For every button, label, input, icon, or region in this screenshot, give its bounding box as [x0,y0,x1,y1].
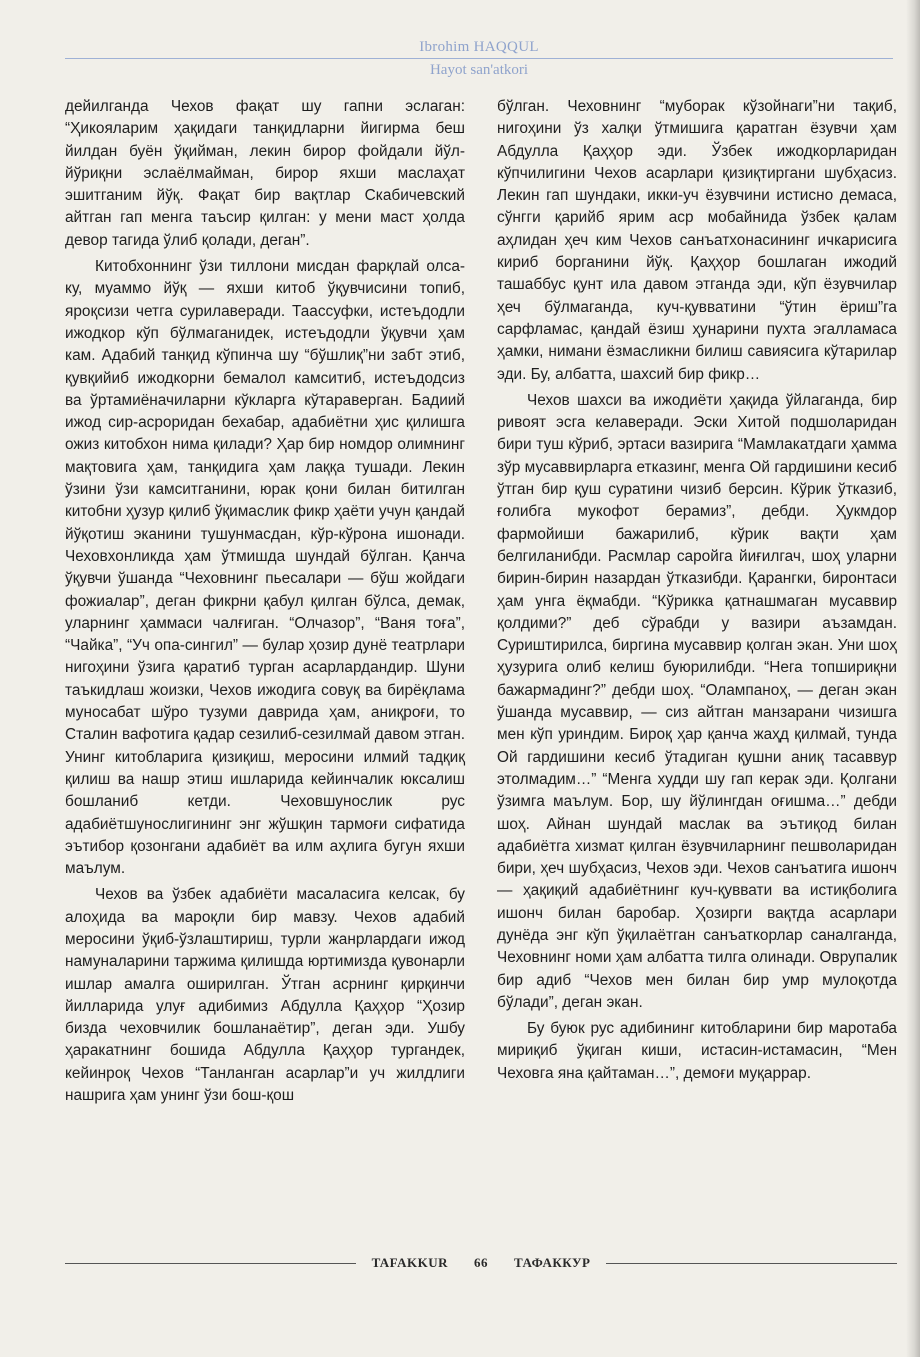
footer-labels [372,1255,591,1271]
footer-rule-left [65,1263,356,1264]
paragraph: Чехов шахси ва ижодиёти ҳақида ўйлаганда, бир ривоят эсга келаверади. Эски Хитой подшоларидан бири туш кўриб, эртаси вазирига “Мамлакатдаги ҳамма зўр мусаввирларга етказинг, менга Ой гардишини кесиб ўтган бир қуш суратини чизиб берсин. Кўрик ўтказиб, ғолибга мукофот берамиз”, дебди. Ҳукмдор фармойиши бажарилиб, кўрик вақти ҳам белгиланибди. Расмлар саройга йиғилгач, шоҳ уларни бирин-бирин назардан ўтказибди. Қарангки, биронтаси ҳам унга ёқмабди. “Кўрикка қатнашмаган мусаввир қолдими?” деб сўрабди у вазири аъзамдан. Суриштирилса, биргина мусаввир қолган экан. Уни шоҳ ҳузурига олиб келиш буюрилибди. “Нега топшириқни бажармадинг?” дебди шоҳ. “Олампаноҳ, — деган экан ўшанда мусаввир, — сиз айтган манзарани чизишга мен кўп уриндим. Бироқ ҳар қанча жаҳд қилмай, тунда Ой гардишини кесиб ўтадиган қушни аниқ тасаввур этолмадим…” “Менга худди шу гап керак эди. Қолгани ўзимга маълум. Бор, шу йўлингдан оғишма…” дебди шоҳ. Айнан шундай маслак ва эътиқод билан адабиётга хизмат қилган ёзувчиларнинг пешволаридан бири, ҳеч шубҳасиз, Чехов эди. Чехов санъатига ишонч — ҳақиқий адабиётнинг куч-қуввати ва истиқболига ишонч билан баробар. Ҳозирги вақтда асарлари дунёда энг кўп ўқилаётган санъаткорлар саналганда, Чеховнинг номи ҳам албатта тилга олинади. Оврупалик бир адиб “Чехов мен билан бир умр мулоқотда бўлади”, деган экан. [497,391,897,1011]
header-author: Ibrohim HAQQUL [419,39,539,55]
article-body [65,96,897,1236]
page-footer [65,1253,897,1273]
right-column [497,96,897,1236]
left-column [65,96,465,1236]
paragraph: бўлган. Чеховнинг “муборак кўзойнаги”ни тақиб, нигоҳини ўз халқи ўтмишига қаратган ёзувчи ҳам Абдулла Қаҳҳор эди. Ўзбек ижодкорларидан кўпчилигини Чехов асарлари қизиқтиргани шубҳасиз. Лекин гап шундаки, икки-уч ёзувчини истисно демаса, сўнгги қарийб ярим аср мобайнида ўзбек қалам аҳлидан ҳеч ким Чехов санъатхонасининг ичкарисига кириб борганини йўқ. Қаҳҳор бошлаган ижодий ташаббус қунт ила давом этганда эди, кўп ёзувчилар ҳеч бўлмаганда, куч-қувватини “ўтин ёриш”га сарфламас, қандай ёзиш ҳунарини пухта эгалламаса ҳамки, нимани ёзмасликни билиш савиясига кўтарилар эди. Бу, албатта, шахсий бир фикр… [497,98,897,383]
paragraph: Бу буюк рус адибининг китобларини бир маротаба мириқиб ўқиган киши, истасин-истамасин, “Мен Чеховга яна қайтаман…”, демоғи муқаррар. [497,1020,897,1082]
paragraph: дейилганда Чехов фақат шу гапни эслаган: “Ҳикояларим ҳақидаги танқидларни йигирма беш йилдан буён ўқийман, лекин бирор фойдали йўл-йўриқни эслаёлмайман, бирор яхши маслаҳат эшитганим йўқ. Фақат бир вақтлар Скабичевский айтган гап менга таъсир қилган: у мени маст ҳолда девор тагида ўлиб қолади, деган”. [65,98,465,249]
footer-journal-cyrillic: ТАФАККУР [514,1255,591,1270]
header-journal-section: Hayot san'atkori [429,62,529,78]
header-rule [65,58,893,59]
page-edge-shadow [906,0,920,1357]
running-header [65,38,893,79]
paragraph: Китобхоннинг ўзи тиллони мисдан фарқлай олса-ку, муаммо йўқ — яхши китоб ўқувчисини топиб, яроқсизи четга сурилаверади. Таассуфки, истеъдодли ижодкор кўп бўлмаганидек, истеъдодли ўқувчи ҳам кам. Адабий танқид кўпинча шу “бўшлиқ”ни забт этиб, қувқийиб ижодкорни бемалол камситиб, истеъдодсиз ва ўртамиёначиларни кўкларга кўтараверган. Бадиий ижод сир-асроридан бехабар, адабиётни ҳис қилишга ожиз китобхон нима қилади? Ҳар бир номдор олимнинг мақтовига ҳам, танқидига ҳам лаққа тушади. Лекин ўзини ўзи камситганини, юрак қони билан битилган китобни ҳузур қилиб ўқимаслик фикр ҳаёти учун қандай йўқотиш эканини тушунмасдан, кўр-кўрона ишонади. Чеховхонликда ҳам ўтмишда шундай бўлган. Қанча ўқувчи ўшанда “Чеховнинг пьесалари — бўш жойдаги фожиалар”, деган фикрни қабул қилган бўлса, демак, уларнинг ҳаммаси чалғиган. “Олчазор”, “Ваня тоға”, “Чайка”, “Уч опа-сингил” — булар ҳозир дунё театрлари нигоҳини ўзига қаратиб турган асарлардандир. Шуни таъкидлаш жоизки, Чехов ижодига совуқ ва бирёқлама муносабат шўро тузуми даврида ҳам, аниқроғи, то Сталин вафотига қадар сезилиб-сезилмай давом этган. Унинг китобларига қизиқиш, меросини илмий тадқиқ қилиш ва нашр этиш ишларида кейинчалик юксалиш бошланиб кетди. Чеховшунослик рус адабиётшунослигининг энг жўшқин тармоғи сифатида эътибор қозонгани адабиёт ва илм аҳлига бугун яхши маълум. [65,258,465,878]
footer-journal-latin: TAFAKKUR [371,1255,449,1270]
paragraph: Чехов ва ўзбек адабиёти масаласига келсак, бу алоҳида ва мароқли бир мавзу. Чехов адабий меросини ўқиб-ўзлаштириш, турли жанрлардаги ижод намуналарини таржима қилишда юртимизда қувонарли ишлар амалга оширилган. Ўтган асрнинг қирқинчи йилларида улуғ адибимиз Абдулла Қаҳҳор “Ҳозир бизда чеховчилик бошланаётир”, деган эди. Ушбу ҳаракатнинг бошида Абдулла Қаҳҳор тургандек, кейинроқ Чехов “Танланган асарлар”и уч жилдлиги нашрига ҳам унинг ўзи бош-қош [65,886,465,1105]
footer-rule-right [606,1263,897,1264]
page-number: 66 [474,1255,489,1270]
